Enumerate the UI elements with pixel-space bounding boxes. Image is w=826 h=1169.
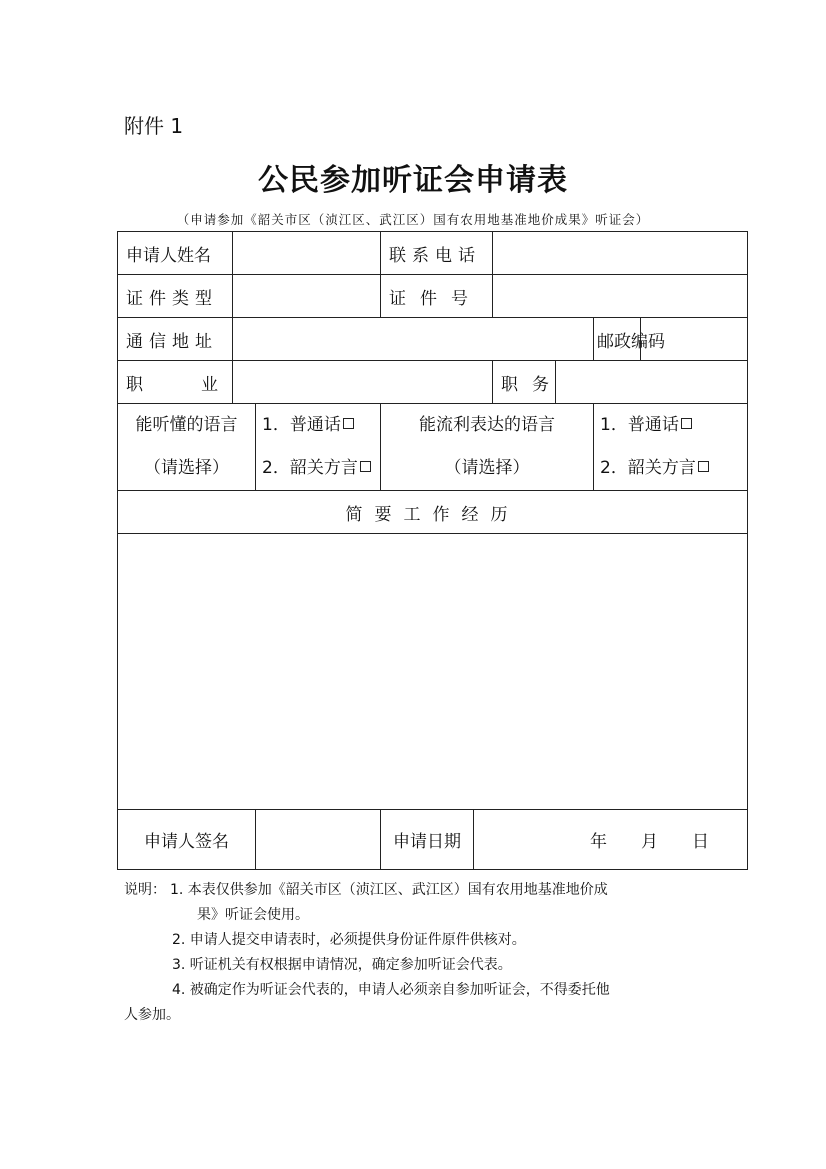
understood-option-shaoguan[interactable] xyxy=(256,447,380,490)
application-form-table xyxy=(117,231,748,870)
understood-language-title: 能听懂的语言 xyxy=(135,415,238,435)
please-select-hint-2: （请选择） xyxy=(444,458,530,478)
month-label: 月 xyxy=(641,832,659,852)
notes-section xyxy=(124,878,724,1028)
notes-lead: 说明： xyxy=(124,882,166,898)
note-1-text: 1. 本表仅供参加《韶关市区（浈江区、武江区）国有农用地基准地价成 xyxy=(170,882,608,898)
position-field[interactable] xyxy=(556,361,748,404)
checkbox-shaoguan-2[interactable] xyxy=(698,461,709,472)
resume-field[interactable] xyxy=(118,534,748,810)
id-number-label: 证件号 xyxy=(381,275,493,318)
checkbox-shaoguan-1[interactable] xyxy=(360,461,371,472)
understood-language-label xyxy=(118,404,256,491)
attachment-label: 附件 1 xyxy=(124,114,184,138)
address-field[interactable] xyxy=(233,318,594,361)
id-type-field[interactable] xyxy=(233,275,381,318)
note-1 xyxy=(124,878,724,903)
understood-language-options xyxy=(256,404,381,491)
year-label: 年 xyxy=(590,832,608,852)
phone-label: 联系电话 xyxy=(381,232,493,275)
option-text: 1．普通话 xyxy=(262,415,341,435)
address-label: 通信地址 xyxy=(118,318,233,361)
checkbox-mandarin-1[interactable] xyxy=(343,418,354,429)
phone-field[interactable] xyxy=(493,232,748,275)
checkbox-mandarin-2[interactable] xyxy=(681,418,692,429)
note-4: 4. 被确定作为听证会代表的，申请人必须亲自参加听证会，不得委托他 xyxy=(172,982,610,998)
application-date-field[interactable] xyxy=(474,810,748,870)
applicant-name-field[interactable] xyxy=(233,232,381,275)
day-label: 日 xyxy=(692,832,710,852)
position-label: 职务 xyxy=(493,361,556,404)
option-text: 2．韶关方言 xyxy=(262,458,358,478)
postcode-label: 邮政编码 xyxy=(594,318,641,361)
option-text: 2．韶关方言 xyxy=(600,458,696,478)
form-title: 公民参加听证会申请表 xyxy=(258,163,568,198)
note-4-continued: 人参加。 xyxy=(124,1007,180,1023)
please-select-hint-1: （请选择） xyxy=(144,458,229,478)
occupation-label: 职业 xyxy=(118,361,233,404)
understood-option-mandarin[interactable] xyxy=(256,404,380,447)
signature-field[interactable] xyxy=(256,810,381,870)
id-type-label: 证件类型 xyxy=(118,275,233,318)
application-date-label: 申请日期 xyxy=(381,810,474,870)
note-2: 2. 申请人提交申请表时，必须提供身份证件原件供核对。 xyxy=(172,932,526,948)
id-number-field[interactable] xyxy=(493,275,748,318)
fluent-option-mandarin[interactable] xyxy=(594,404,747,447)
resume-header: 简要工作经历 xyxy=(118,491,748,534)
form-subtitle: （申请参加《韶关市区（浈江区、武江区）国有农用地基准地价成果》听证会） xyxy=(176,212,650,227)
option-text: 1．普通话 xyxy=(600,415,679,435)
note-3: 3. 听证机关有权根据申请情况，确定参加听证会代表。 xyxy=(172,957,512,973)
fluent-language-label xyxy=(381,404,594,491)
applicant-name-label: 申请人姓名 xyxy=(118,232,233,275)
signature-label: 申请人签名 xyxy=(118,810,256,870)
fluent-language-title: 能流利表达的语言 xyxy=(419,415,556,435)
fluent-option-shaoguan[interactable] xyxy=(594,447,747,490)
note-1-continued: 果》听证会使用。 xyxy=(197,907,309,923)
fluent-language-options xyxy=(594,404,748,491)
